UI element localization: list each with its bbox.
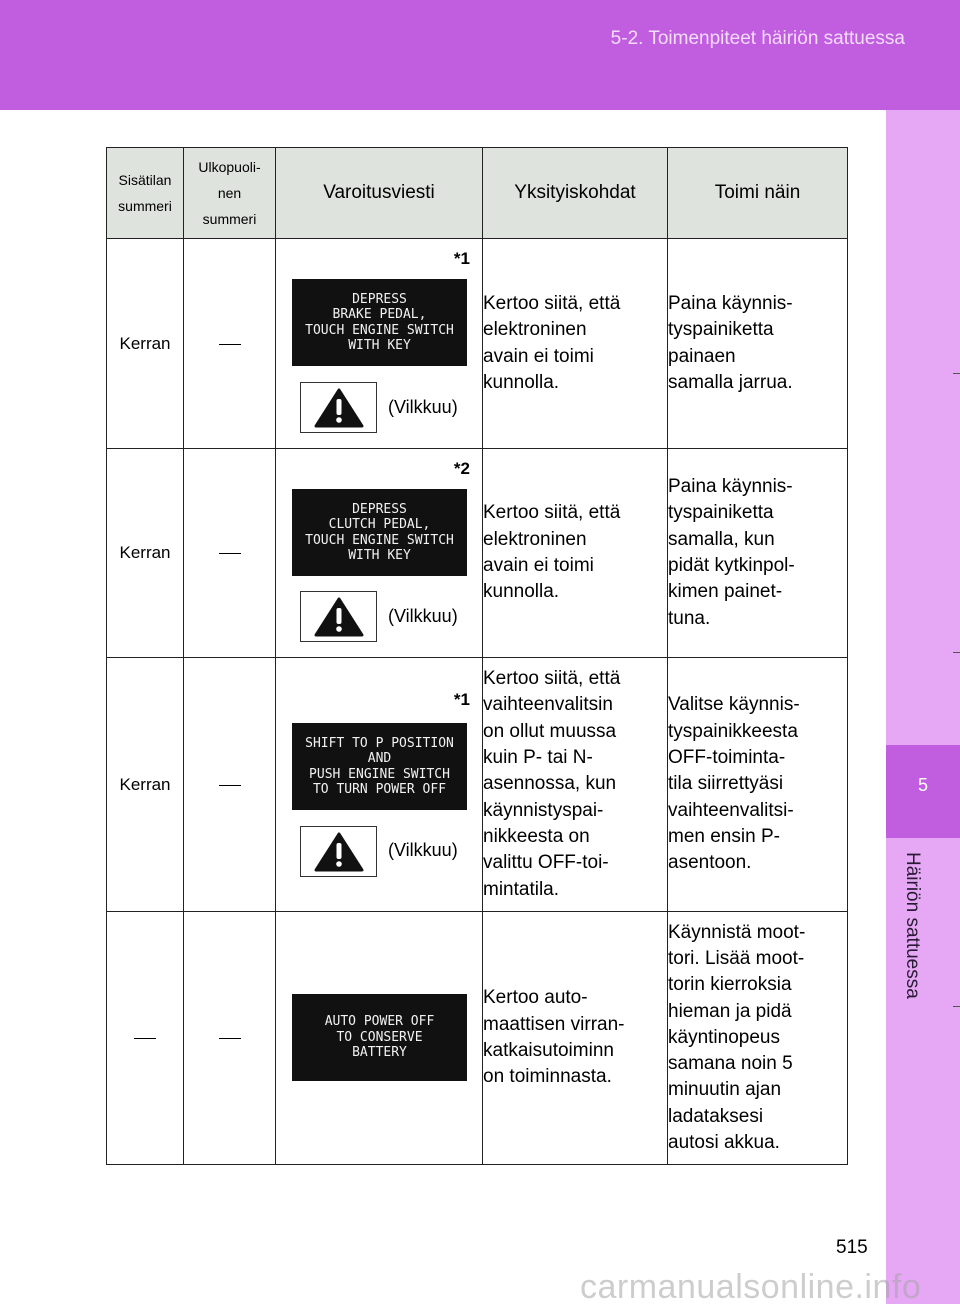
action-cell: Valitse käynnis- tyspainikkeesta OFF-toiminta- tila siirrettyäsi vaihteenvalitsi- men ensin P- asentoon.	[668, 658, 848, 912]
warning-table	[106, 147, 848, 1165]
display-message: DEPRESS BRAKE PEDAL, TOUCH ENGINE SWITCH WITH KEY	[292, 279, 467, 366]
dash-mark	[219, 785, 241, 786]
table-row	[107, 658, 848, 912]
interior-buzzer-cell: Kerran	[107, 658, 184, 912]
blink-label: (Vilkkuu)	[388, 397, 458, 417]
blink-label: (Vilkkuu)	[388, 840, 458, 860]
interior-buzzer-cell	[107, 912, 184, 1165]
chapter-number: 5	[917, 775, 928, 795]
warning-exclamation-icon	[300, 826, 377, 877]
warning-exclamation-icon	[300, 382, 377, 433]
header-details: Yksityiskohdat	[483, 148, 668, 239]
table-header-row	[107, 148, 848, 239]
action-cell: Paina käynnis- tyspainiketta samalla, kun pidät kytkinpol- kimen painet- tuna.	[668, 449, 848, 658]
display-message: SHIFT TO P POSITION AND PUSH ENGINE SWITCH TO TURN POWER OFF	[292, 723, 467, 810]
side-strip	[886, 110, 960, 1304]
action-cell: Käynnistä moot- tori. Lisää moot- torin kierroksia hieman ja pidä käyntinopeus samana noin 5 minuutin ajan ladataksesi autosi akkua.	[668, 912, 848, 1165]
section-title: 5-2. Toimenpiteet häiriön sattuessa	[610, 28, 905, 49]
dash-mark	[219, 1038, 241, 1039]
header-bar	[0, 0, 960, 110]
header-exterior-buzzer: Ulkopuoli- nen summeri	[184, 148, 276, 239]
header-message: Varoitusviesti	[276, 148, 483, 239]
display-message: AUTO POWER OFF TO CONSERVE BATTERY	[292, 994, 467, 1081]
table-row	[107, 912, 848, 1165]
header-action: Toimi näin	[668, 148, 848, 239]
page-number: 515	[836, 1237, 868, 1258]
action-cell: Paina käynnis- tyspainiketta painaen samalla jarrua.	[668, 239, 848, 449]
warning-exclamation-icon	[300, 591, 377, 642]
margin-tick	[953, 1006, 960, 1007]
footnote-mark: *2	[453, 459, 470, 478]
warning-message-cell	[276, 449, 483, 658]
footnote-mark: *1	[453, 690, 470, 709]
margin-tick	[953, 652, 960, 653]
interior-buzzer-cell: Kerran	[107, 449, 184, 658]
exterior-buzzer-cell	[184, 239, 276, 449]
dash-mark	[134, 1038, 156, 1039]
details-cell: Kertoo siitä, että elektroninen avain ei toimi kunnolla.	[483, 239, 668, 449]
margin-tick	[953, 373, 960, 374]
exterior-buzzer-cell	[184, 449, 276, 658]
blink-label: (Vilkkuu)	[388, 606, 458, 626]
dash-mark	[219, 553, 241, 554]
details-cell: Kertoo siitä, että vaihteenvalitsin on ollut muussa kuin P- tai N- asennossa, kun käynnistyspai- nikkeesta on valittu OFF-toi- mintatila.	[483, 658, 668, 912]
dash-mark	[219, 344, 241, 345]
table-row	[107, 239, 848, 449]
chapter-title: Häiriön sattuessa	[902, 852, 923, 999]
warning-message-cell	[276, 239, 483, 449]
table-row	[107, 449, 848, 658]
warning-message-cell	[276, 912, 483, 1165]
warning-message-cell	[276, 658, 483, 912]
watermark: carmanualsonline.info	[580, 1268, 922, 1306]
footnote-mark: *1	[453, 249, 470, 268]
display-message: DEPRESS CLUTCH PEDAL, TOUCH ENGINE SWITCH WITH KEY	[292, 489, 467, 576]
details-cell: Kertoo siitä, että elektroninen avain ei toimi kunnolla.	[483, 449, 668, 658]
details-cell: Kertoo auto- maattisen virran- katkaisutoiminn on toiminnasta.	[483, 912, 668, 1165]
exterior-buzzer-cell	[184, 658, 276, 912]
header-interior-buzzer: Sisätilan summeri	[107, 148, 184, 239]
interior-buzzer-cell: Kerran	[107, 239, 184, 449]
exterior-buzzer-cell	[184, 912, 276, 1165]
